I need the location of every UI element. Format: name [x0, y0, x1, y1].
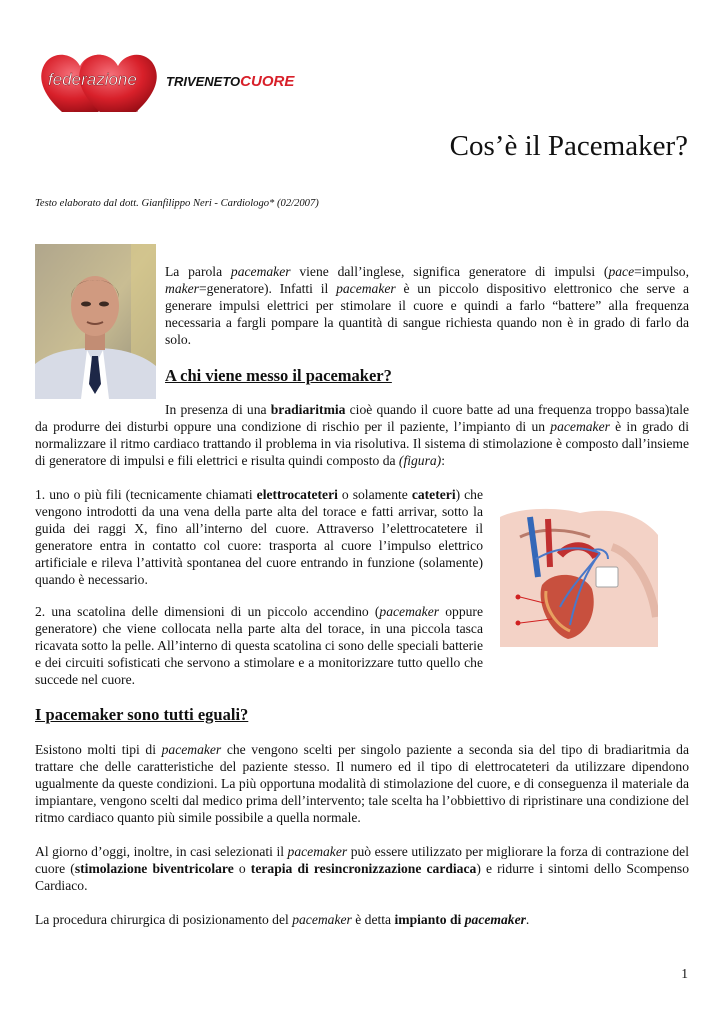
tipi-pacemaker-paragraph: Esistono molti tipi di pacemaker che vengono scelti per singolo paziente a seconda sia del tipo di bradiaritmia da trattare che delle caratteristiche del paziente stesso. Il numero ed il tipo di elettrocateteri da utilizzare dipendono ugualmente da queste condizioni. La più opportuna modalità di stimolazione del cuore, e di conseguenza il materiale da impiantare, vengono scelti dal medico prima dell’intervento; tale scelta ha l’obbiettivo di ripristinare una condizione del ritmo cardiaco quanto più simile possibile a quella normale.	[35, 742, 690, 825]
hearts-logo-icon	[34, 46, 314, 116]
author-photo	[35, 244, 156, 399]
svg-text:TRIVENETOCUORE: TRIVENETOCUORE	[166, 73, 295, 90]
svg-text:federazione: federazione	[48, 70, 137, 89]
federazione-logo	[34, 46, 314, 116]
intro-paragraph: La parola pacemaker viene dall’inglese, significa generatore di impulsi (pace=impulso, maker=generatore). Infatti il pacemaker è un piccolo dispositivo elettronico che serve a generare impulsi elettrici per stimolare il cuore e quindi a farlo “battere” alla frequenza necessaria a fargli pompare la quantità di sangue richiesta quando non è in grado di farlo da solo.	[165, 264, 689, 347]
bradiaritmia-paragraph: In presenza di una bradiaritmia cioè quando il cuore batte ad una frequenza troppo bassa)tale da produrre dei disturbi oppure una condizione di rischio per il paziente, l’impianto di un pacemaker è in grado di normalizzare il ritmo cardiaco trattando il problema in via risolutiva. Il sistema di stimolazione è composto dall’insieme di generatore di impulsi e fili elettrici e risulta quindi composto da (figura):	[35, 402, 690, 468]
page-number: 1	[681, 966, 688, 981]
procedura-paragraph: La procedura chirurgica di posizionamento del pacemaker è detta impianto di pacemaker.	[35, 912, 530, 927]
pacemaker-heart-illustration	[500, 507, 658, 647]
pacemaker-figure	[500, 507, 658, 647]
heading-tutti-eguali: I pacemaker sono tutti eguali?	[35, 705, 249, 724]
heading-chi-viene-messo: A chi viene messo il pacemaker?	[165, 366, 392, 385]
page-title: Cos’è il Pacemaker?	[449, 130, 688, 162]
portrait-image	[35, 244, 156, 399]
list-item-fili: 1. uno o più fili (tecnicamente chiamati elettrocateteri o solamente cateteri) che vengono introdotti da una vena della parte alta del torace e fatti arrivar, sotto la guida dei raggi X, fino all’interno del cuore. Attraverso l’elettrocatetere il generatore entra in contatto col cuore: trasporta al cuore l’impulso elettrico artificiale e rileva l’attività spontanea del cuore entrando in funzione (solamente) quando è necessario.	[35, 487, 483, 587]
biventricolare-paragraph: Al giorno d’oggi, inoltre, in casi selezionati il pacemaker può essere utilizzato per migliorare la forza di contrazione del cuore (stimolazione biventricolare o terapia di resincronizzazione cardiaca) e ridurre i sintomi dello Scompenso Cardiaco.	[35, 844, 689, 893]
author-credit: Testo elaborato dal dott. Gianfilippo Neri - Cardiologo* (02/2007)	[35, 198, 319, 209]
list-item-scatolina: 2. una scatolina delle dimensioni di un piccolo accendino (pacemaker oppure generatore) che viene collocata nella parte alta del torace, in una piccola tasca ricavata sotto la pelle. All’interno di questa scatolina ci sono delle speciali batterie e dei circuiti sofisticati che servono a stimolare e a monitorizzare tutto quello che succede nel cuore.	[35, 604, 483, 687]
